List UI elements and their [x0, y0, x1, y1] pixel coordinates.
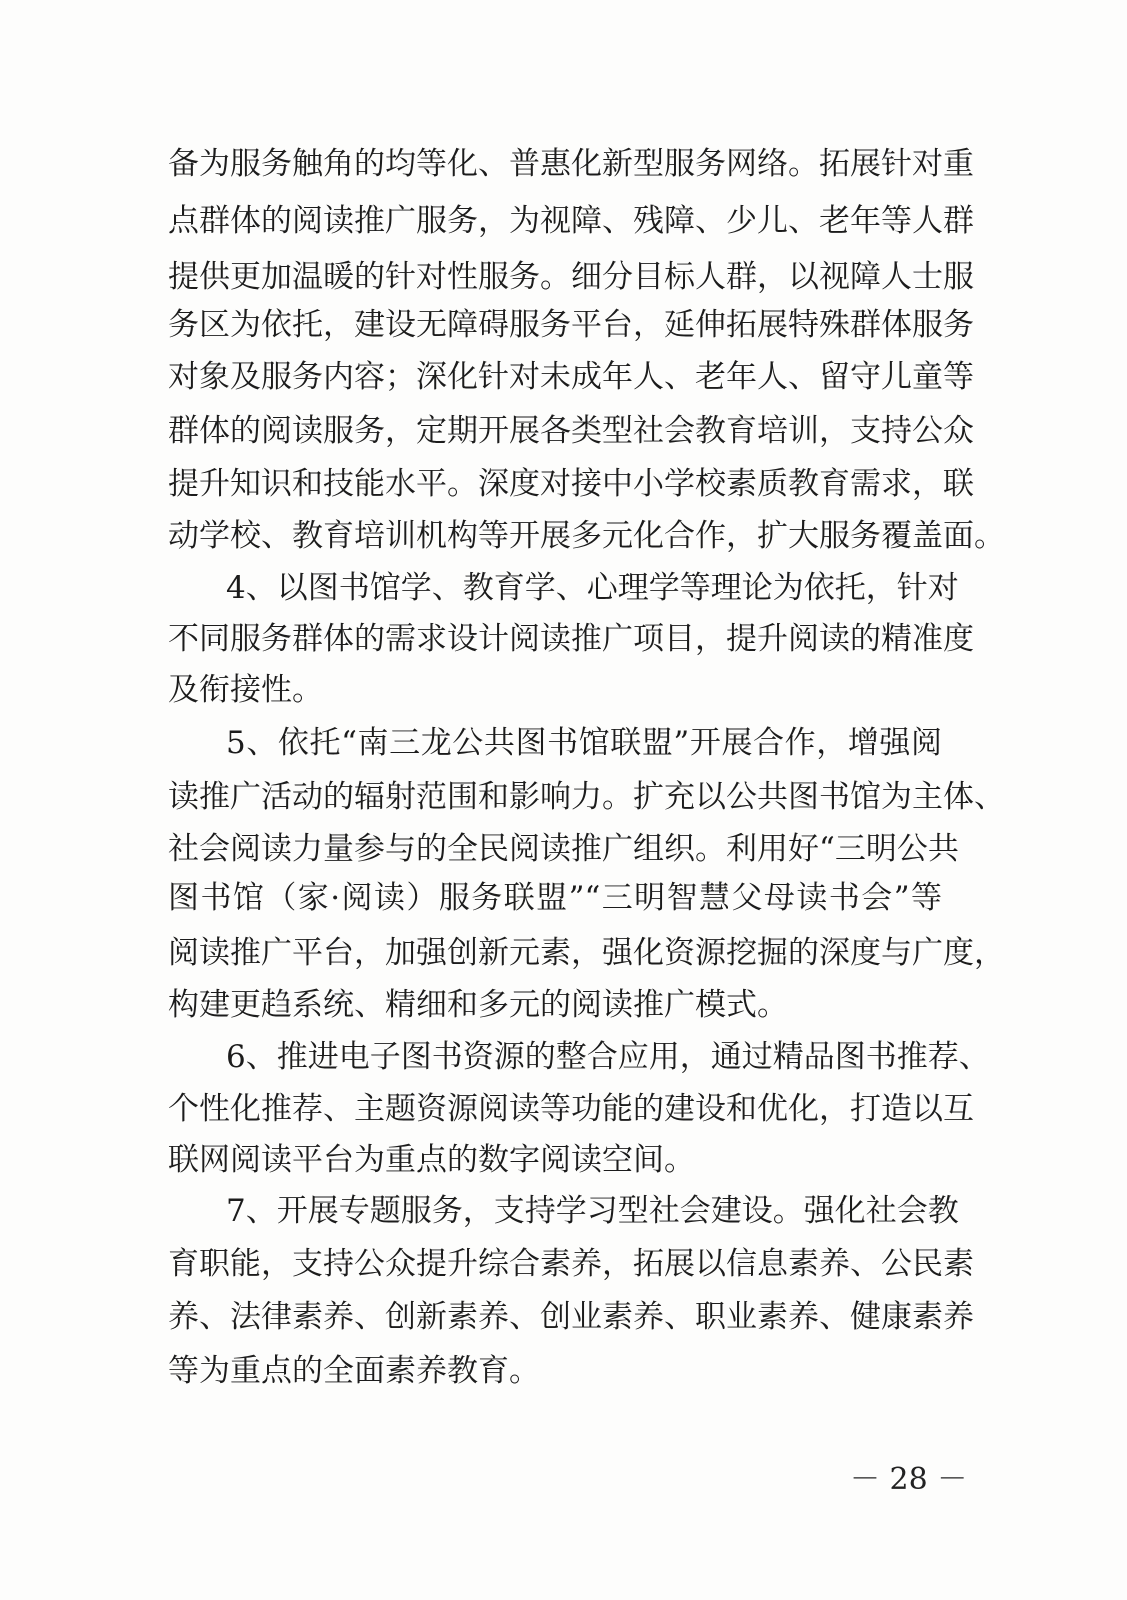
paragraph-4-first-line: 4、以图书馆学、教育学、心理学等理论为依托，针对 [226, 570, 959, 606]
body-text-line: 等为重点的全面素养教育。 [168, 1353, 540, 1389]
page-number: － 28 － [850, 1462, 968, 1497]
body-text-line: 养、法律素养、创新素养、创业素养、职业素养、健康素养 [168, 1299, 974, 1335]
paragraph-7-first-line: 7、开展专题服务，支持学习型社会建设。强化社会教 [226, 1193, 959, 1229]
body-text-line: 备为服务触角的均等化、普惠化新型服务网络。拓展针对重 [168, 146, 974, 182]
body-text-line: 社会阅读力量参与的全民阅读推广组织。利用好“三明公共 [168, 831, 959, 867]
body-text-line: 个性化推荐、主题资源阅读等功能的建设和优化，打造以互 [168, 1091, 974, 1127]
body-text-line: 对象及服务内容；深化针对未成年人、老年人、留守儿童等 [168, 359, 974, 395]
body-text-line: 点群体的阅读推广服务，为视障、残障、少儿、老年等人群 [168, 203, 974, 239]
body-text-line: 读推广活动的辐射范围和影响力。扩充以公共图书馆为主体、 [168, 779, 1005, 815]
body-text-line: 提升知识和技能水平。深度对接中小学校素质教育需求，联 [168, 466, 974, 502]
paragraph-5-first-line: 5、依托“南三龙公共图书馆联盟”开展合作，增强阅 [226, 725, 942, 761]
body-text-line: 动学校、教育培训机构等开展多元化合作，扩大服务覆盖面。 [168, 518, 1005, 554]
body-text-line: 群体的阅读服务，定期开展各类型社会教育培训，支持公众 [168, 413, 974, 449]
body-text-line: 联网阅读平台为重点的数字阅读空间。 [168, 1142, 695, 1178]
body-text-line: 构建更趋系统、精细和多元的阅读推广模式。 [168, 987, 788, 1023]
body-text-line: 不同服务群体的需求设计阅读推广项目，提升阅读的精准度 [168, 621, 974, 657]
paragraph-6-first-line: 6、推进电子图书资源的整合应用，通过精品图书推荐、 [226, 1039, 990, 1075]
body-text-line: 育职能，支持公众提升综合素养，拓展以信息素养、公民素 [168, 1246, 974, 1282]
body-text-line: 图书馆（家·阅读）服务联盟”“三明智慧父母读书会”等 [168, 880, 942, 916]
body-text-line: 及衔接性。 [168, 672, 323, 708]
body-text-line: 提供更加温暖的针对性服务。细分目标人群，以视障人士服 [168, 259, 974, 295]
body-text-line: 阅读推广平台，加强创新元素，强化资源挖掘的深度与广度， [168, 935, 1005, 971]
body-text-line: 务区为依托，建设无障碍服务平台，延伸拓展特殊群体服务 [168, 307, 974, 343]
